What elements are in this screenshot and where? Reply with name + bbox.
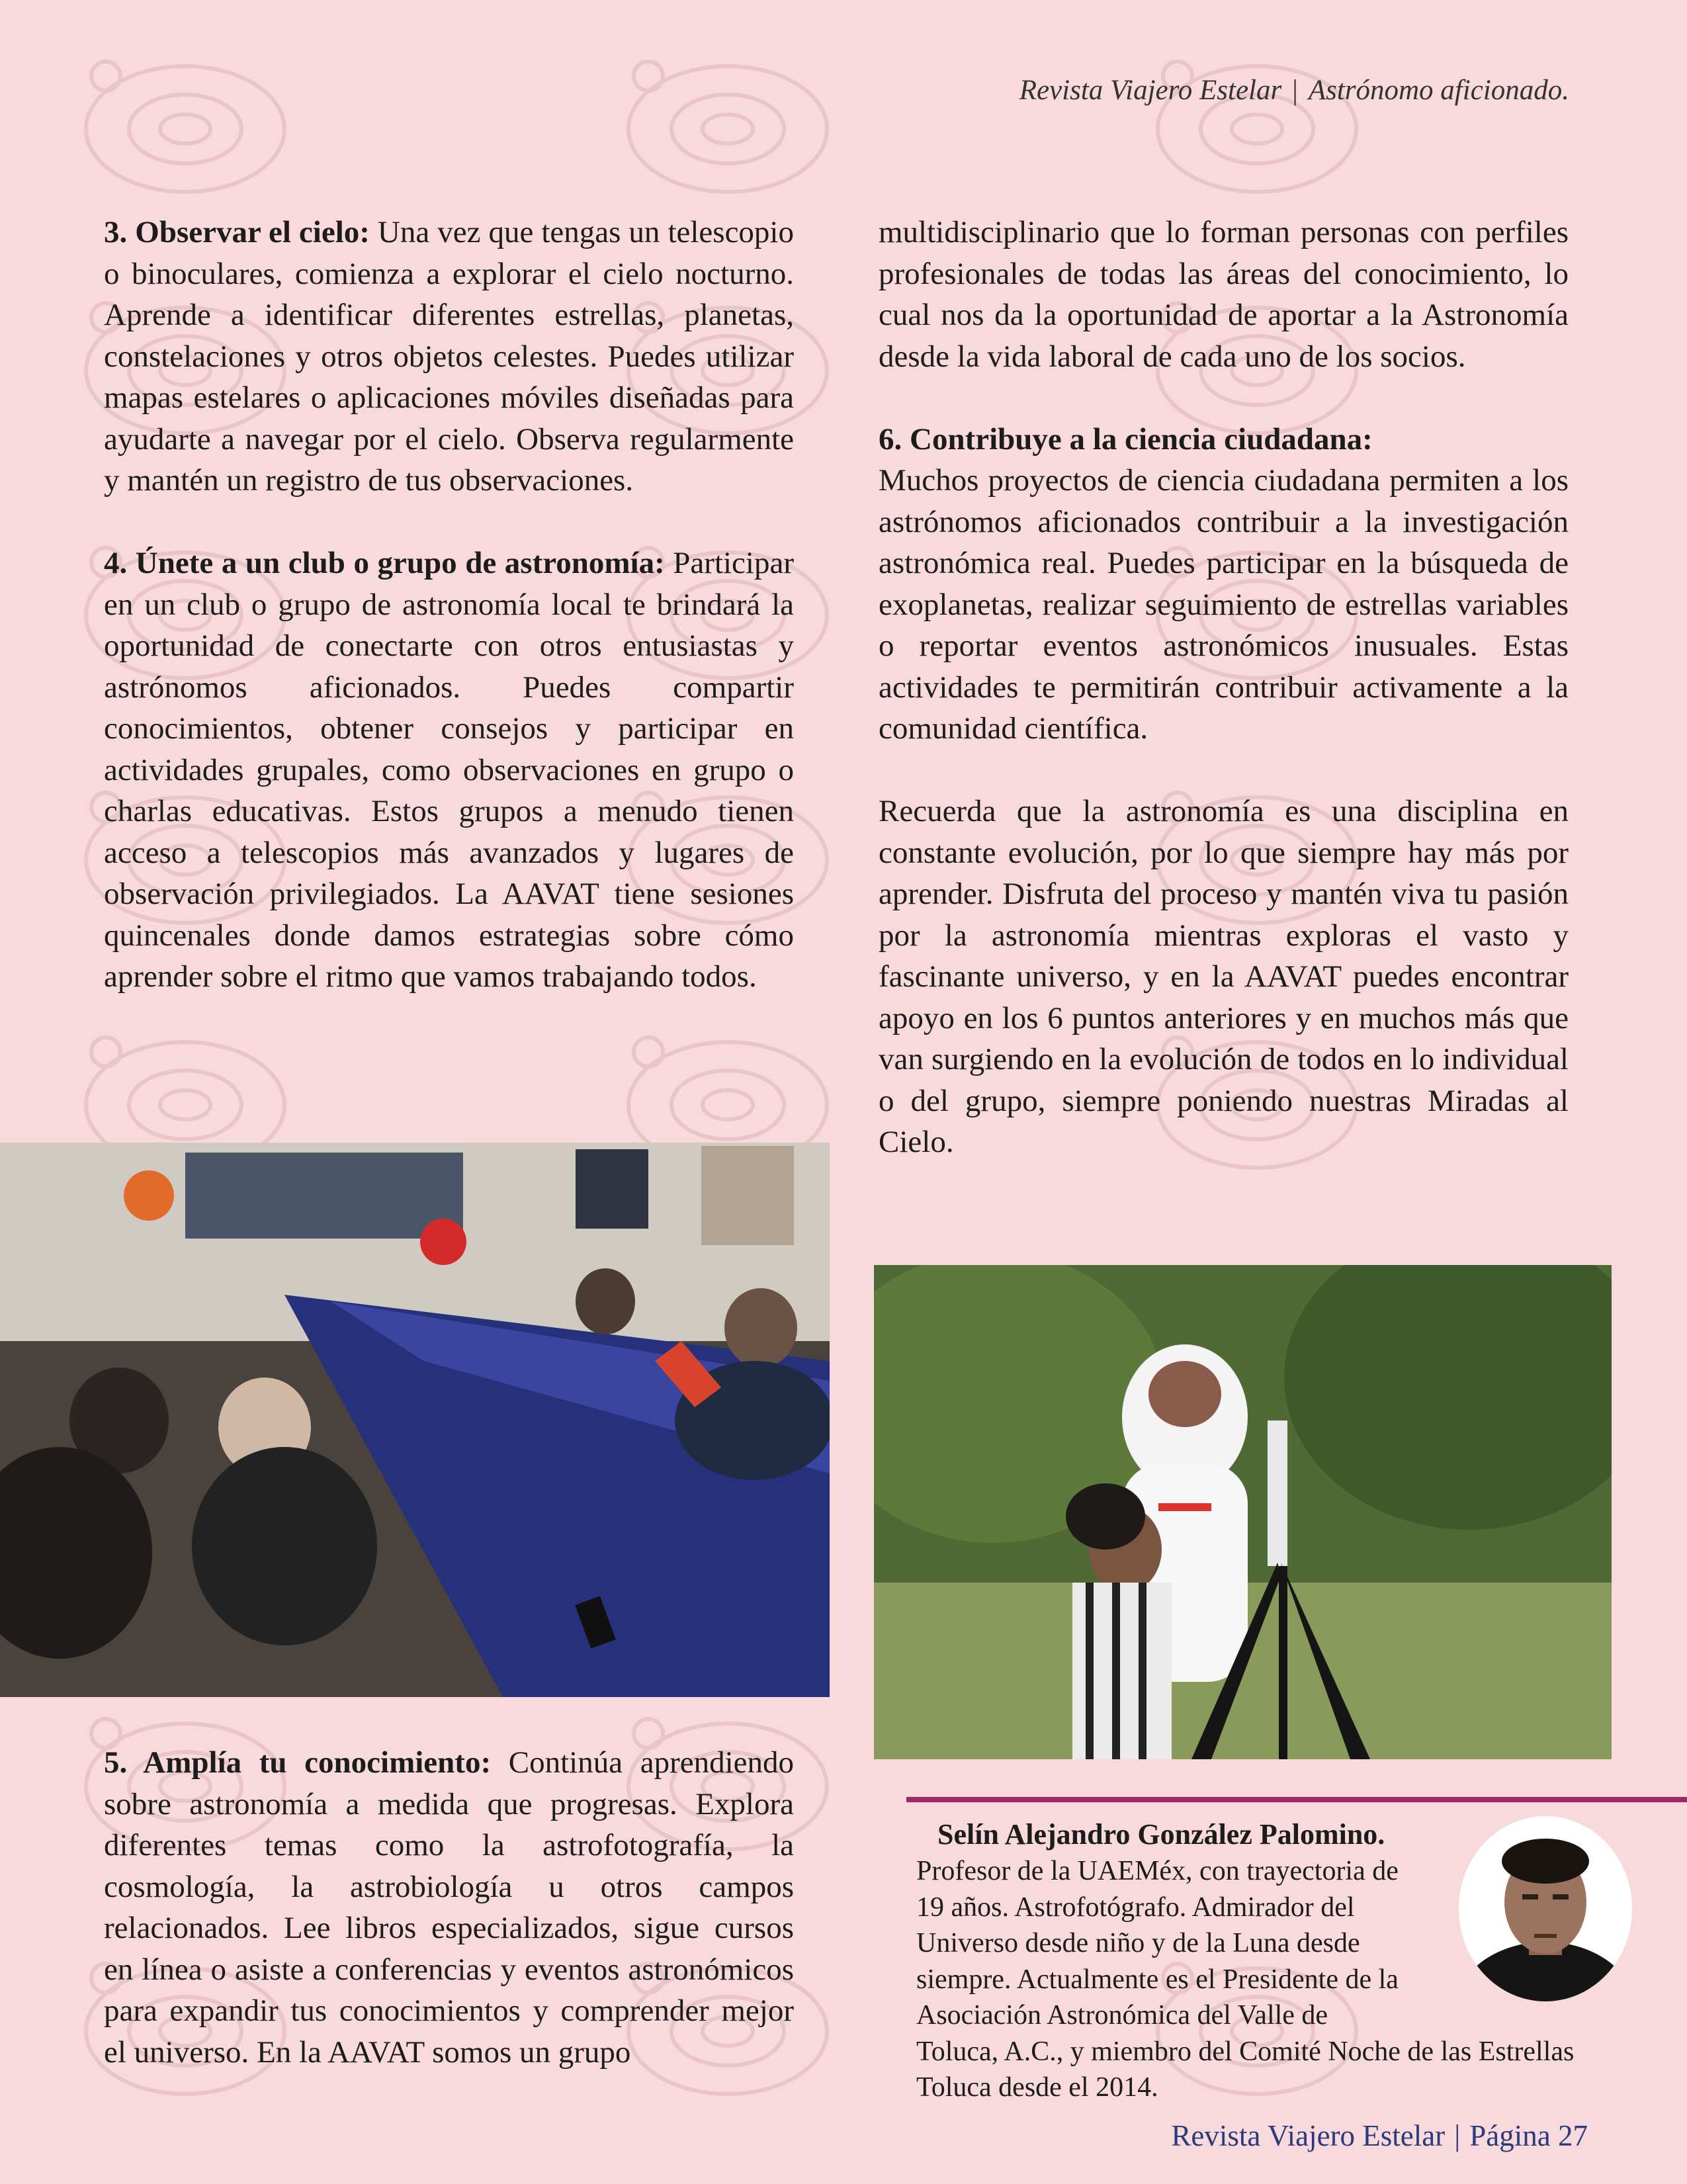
section-body: Participar en un club o grupo de astronomía local te brindará la oportunidad de conectarte con otros entusiastas y astrónomos aficionados. Puedes compartir conocimientos, obtener consejos y participar en actividades grupales, como observaciones en grupo o charlas educativas. Estos grupos a menudo tienen acceso a telescopios más avanzados y lugares de observación privilegiados. La AAVAT tiene sesiones quincenales donde damos estrategias sobre cómo aprender sobre el ritmo que vamos trabajando todos.: [104, 546, 794, 994]
header-section-title: Astrónomo aficionado.: [1308, 75, 1569, 106]
left-column-bottom-text: [104, 1742, 794, 2073]
author-bio-line: Toluca desde el 2014.: [916, 2072, 1158, 2103]
section-heading: 5. Amplía tu conocimiento:: [104, 1745, 492, 1780]
page-footer: [1171, 2118, 1588, 2153]
right-column-text: [879, 212, 1569, 1163]
author-name: Selín Alejandro González Palomino.: [937, 1818, 1385, 1851]
section-heading: 3. Observar el cielo:: [104, 215, 370, 249]
author-avatar: [1459, 1816, 1632, 2001]
section-body: Muchos proyectos de ciencia ciudadana permiten a los astrónomos aficionados contribuir a la investigación astronómica real. Puedes participar en la búsqueda de exoplanetas, realizar seguimiento de estrellas variables o reportar eventos astronómicos inusuales. Estas actividades te permitirán contribuir activamente a la comunidad científica.: [879, 463, 1569, 746]
footer-separator: |: [1454, 2119, 1461, 2152]
author-bio-line: Profesor de la UAEMéx, con trayectoria de: [916, 1856, 1399, 1886]
running-header: [1019, 74, 1569, 107]
header-magazine-title: Revista Viajero Estelar: [1019, 75, 1282, 106]
section-citizen-science: [879, 419, 1569, 750]
footer-magazine-title: Revista Viajero Estelar: [1171, 2119, 1446, 2152]
header-separator: |: [1292, 75, 1298, 106]
astronaut-telescope-photo: [874, 1265, 1612, 1759]
section-expand-knowledge: [104, 1742, 794, 2073]
author-divider-rule: [906, 1797, 1687, 1802]
section-heading: 4. Únete a un club o grupo de astronomía:: [104, 546, 665, 580]
section-body: Continúa aprendiendo sobre astronomía a medida que progresas. Explora diferentes temas como la astrofotografía, la cosmología, la astrobiología u otros campos relacionados. Lee libros especializados, sigue cursos en línea o asiste a conferencias y eventos astronómicos para expandir tus conocimientos y comprender mejor el universo. En la AAVAT somos un grupo: [104, 1745, 794, 2070]
section-join-club: [104, 543, 794, 998]
section-heading: 6. Contribuye a la ciencia ciudadana:: [879, 421, 1373, 457]
author-bio-line: siempre. Actualmente es el Presidente de la: [916, 1964, 1399, 1995]
section-observe-sky: [104, 212, 794, 502]
author-bio-line: 19 años. Astrofotógrafo. Admirador del: [916, 1892, 1355, 1923]
section-body: Una vez que tengas un telescopio o binoculares, comienza a explorar el cielo nocturno. Aprende a identificar diferentes estrellas, planetas, constelaciones y otros objetos celestes. Puedes utilizar mapas estelares o aplicaciones móviles diseñadas para ayudarte a navegar por el cielo. Observa regularmente y mantén un registro de tus observaciones.: [104, 215, 794, 498]
section-expand-knowledge-continued: multidisciplinario que lo forman personas con perfiles profesionales de todas las áreas del conocimiento, lo cual nos da la oportunidad de aportar a la Astronomía desde la vida laboral de cada uno de los socios.: [879, 215, 1569, 374]
page-number: Página 27: [1469, 2119, 1588, 2152]
club-meeting-photo: [0, 1143, 830, 1697]
author-bio-line: Toluca, A.C., y miembro del Comité Noche de las Estrellas: [916, 2036, 1575, 2067]
closing-paragraph: Recuerda que la astronomía es una disciplina en constante evolución, por lo que siempre hay más por aprender. Disfruta del proceso y mantén viva tu pasión por la astronomía mientras exploras el vasto y fascinante universo, y en la AAVAT puedes encontrar apoyo en los 6 puntos anteriores y en muchos más que van surgiendo en la evolución de todos en lo individual o del grupo, siempre poniendo nuestras Miradas al Cielo.: [879, 794, 1569, 1159]
author-bio-line: Asociación Astronómica del Valle de: [916, 2000, 1328, 2031]
author-bio-line: Universo desde niño y de la Luna desde: [916, 1928, 1360, 1958]
left-column-text: [104, 212, 794, 998]
